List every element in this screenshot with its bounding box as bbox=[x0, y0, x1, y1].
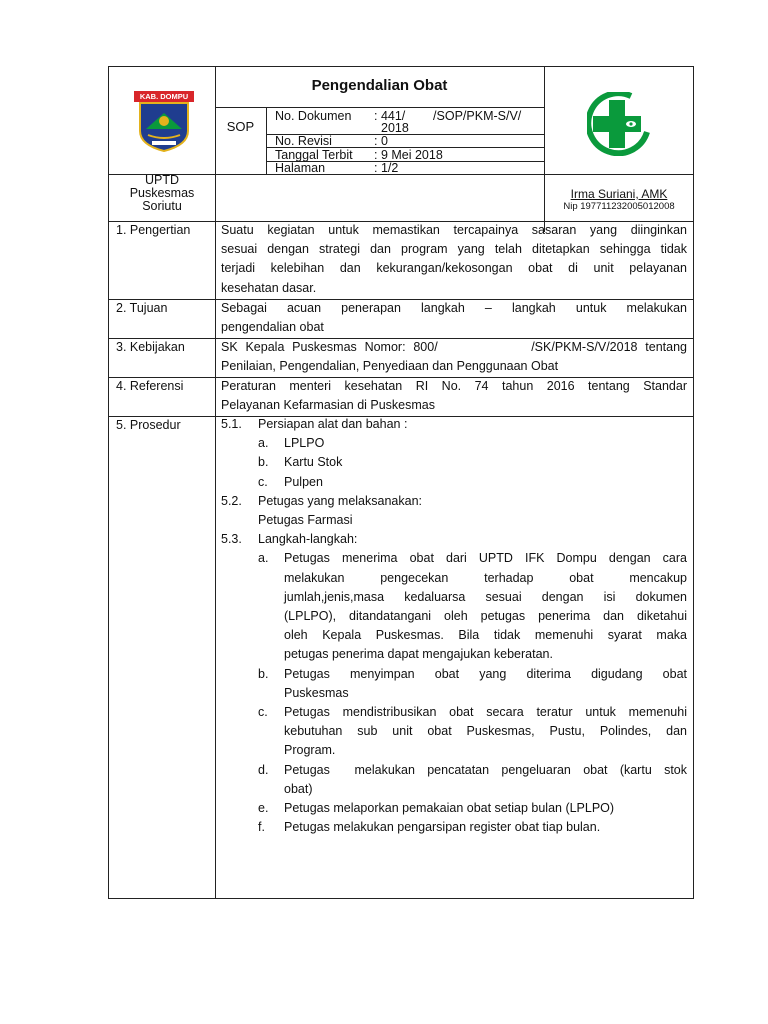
page-title: Pengendalian Obat bbox=[311, 77, 448, 94]
list-text bbox=[284, 799, 687, 818]
text-line: sesuai dengan strategi dan program yang telah ditetapkan sehingga tidak bbox=[221, 242, 687, 257]
text-line: obat) bbox=[284, 781, 313, 796]
text-line: Puskesmas bbox=[284, 685, 349, 700]
list-item bbox=[221, 665, 689, 703]
puskesmas-cross-icon bbox=[587, 92, 651, 156]
list-marker: b. bbox=[258, 455, 269, 470]
field-label-tanggal-terbit: Tanggal Terbit bbox=[275, 148, 353, 162]
list-item bbox=[221, 818, 689, 837]
list-marker: f. bbox=[258, 820, 265, 835]
list-marker: a. bbox=[258, 436, 269, 451]
list-marker: c. bbox=[258, 704, 268, 719]
list-text: LPLPO bbox=[284, 436, 325, 451]
field-value-halaman: : 1/2 bbox=[374, 161, 399, 175]
text-line: melakukan pengecekan terhadap obat mencakup bbox=[284, 570, 687, 585]
field-value-no-revisi: : 0 bbox=[374, 134, 388, 148]
logo-caption: KAB. DOMPU bbox=[139, 92, 189, 101]
org-name bbox=[109, 174, 215, 213]
list-item bbox=[221, 473, 689, 492]
text-line: Pelayanan Kefarmasian di Puskesmas bbox=[221, 398, 436, 413]
grid-line bbox=[215, 107, 544, 108]
list-item bbox=[221, 703, 689, 761]
text-line: pengendalian obat bbox=[221, 320, 324, 335]
text-line: (LPLPO), ditandatangani oleh petugas penerima dan diketahui bbox=[284, 608, 687, 623]
field-label-halaman: Halaman bbox=[275, 161, 326, 175]
org-line: UPTD bbox=[144, 173, 180, 187]
step-title: Langkah-langkah: bbox=[258, 532, 358, 547]
field-value-no-dokumen: : 441/ /SOP/PKM-S/V/ bbox=[374, 109, 522, 123]
text-line: Peraturan menteri kesehatan RI No. 74 tahun 2016 tentang Standar bbox=[221, 379, 687, 393]
section-pengertian-text bbox=[221, 221, 687, 298]
list-marker: d. bbox=[258, 762, 269, 777]
text-line: Petugas melaporkan pemakaian obat setiap bulan (LPLPO) bbox=[284, 800, 615, 815]
signature-block bbox=[544, 187, 694, 212]
text-line: kesehatan dasar. bbox=[221, 280, 317, 295]
grid-line bbox=[266, 107, 267, 174]
field-label-no-revisi: No. Revisi bbox=[275, 134, 332, 148]
step-number: 5.2. bbox=[221, 493, 242, 508]
org-line: Puskesmas bbox=[129, 186, 195, 200]
text-line: Penilaian, Pengendalian, Penyediaan dan Penggunaan Obat bbox=[221, 359, 559, 374]
text-line: Program. bbox=[284, 743, 336, 758]
org-line: Soriutu bbox=[142, 199, 182, 213]
executor-text: Petugas Farmasi bbox=[258, 512, 353, 527]
text-line: Petugas melakukan pengarsipan register obat tiap bulan. bbox=[284, 820, 601, 835]
section-label-tujuan: 2. Tujuan bbox=[116, 301, 168, 315]
field-label-no-dokumen: No. Dokumen bbox=[275, 109, 352, 123]
step-number: 5.1. bbox=[221, 417, 242, 431]
text-line: terjadi kelebihan dan kekurangan/kekosongan obat di unit pelayanan bbox=[221, 261, 687, 276]
step-title: Persiapan alat dan bahan : bbox=[258, 417, 408, 431]
section-label-prosedur: 5. Prosedur bbox=[116, 418, 181, 432]
section-kebijakan-text bbox=[221, 338, 687, 376]
list-text bbox=[284, 818, 687, 837]
list-marker: c. bbox=[258, 474, 268, 489]
list-item bbox=[221, 761, 689, 799]
text-line: SK Kepala Puskesmas Nomor: 800/ /SK/PKM-S/V/2018 tentang bbox=[221, 340, 687, 354]
list-text: Pulpen bbox=[284, 474, 323, 489]
step-text bbox=[221, 511, 689, 530]
text-line: Petugas melakukan pencatatan pengeluaran obat (kartu stok bbox=[284, 762, 687, 777]
field-value-tanggal-terbit: : 9 Mei 2018 bbox=[374, 148, 443, 162]
step-title: Petugas yang melaksanakan: bbox=[258, 493, 422, 508]
text-line: Petugas menyimpan obat yang diterima digudang obat bbox=[284, 666, 687, 681]
list-item bbox=[221, 434, 689, 453]
signer-nip: Nip 197711232005012008 bbox=[563, 201, 675, 212]
section-referensi-text bbox=[221, 377, 687, 415]
section-label-kebijakan: 3. Kebijakan bbox=[116, 340, 185, 354]
text-line: Suatu kegiatan untuk memastikan tercapainya sasaran yang diinginkan bbox=[221, 223, 687, 237]
grid-line bbox=[215, 67, 216, 899]
list-text bbox=[284, 761, 687, 799]
puskesmas-logo bbox=[587, 92, 651, 161]
text-line: petugas penerima dapat mengajukan keberatan. bbox=[284, 647, 553, 662]
text-line: kebutuhan sub unit obat Puskesmas, Pustu, Polindes, dan bbox=[284, 724, 687, 739]
list-item bbox=[221, 799, 689, 818]
list-item bbox=[221, 549, 689, 664]
text-line: Sebagai acuan penerapan langkah – langkah untuk melakukan bbox=[221, 301, 687, 315]
list-text bbox=[284, 703, 687, 761]
field-value-no-dokumen-year: 2018 bbox=[381, 121, 409, 135]
sop-document bbox=[108, 66, 694, 899]
procedure-step bbox=[221, 415, 689, 434]
list-text bbox=[284, 549, 687, 664]
step-number: 5.3. bbox=[221, 532, 242, 547]
list-item bbox=[221, 453, 689, 472]
kab-dompu-logo bbox=[134, 91, 194, 153]
list-marker: a. bbox=[258, 551, 269, 566]
section-prosedur-body bbox=[221, 415, 689, 837]
list-marker: b. bbox=[258, 666, 269, 681]
list-text bbox=[284, 665, 687, 703]
section-label-referensi: 4. Referensi bbox=[116, 379, 184, 393]
section-tujuan-text bbox=[221, 299, 687, 337]
list-marker: e. bbox=[258, 800, 269, 815]
procedure-step bbox=[221, 530, 689, 549]
procedure-step bbox=[221, 492, 689, 511]
list-text: Kartu Stok bbox=[284, 455, 343, 470]
sop-label: SOP bbox=[226, 119, 255, 134]
signer-name: Irma Suriani, AMK bbox=[570, 187, 668, 201]
text-line: oleh Kepala Puskesmas. Bila tidak memenuhi syarat maka bbox=[284, 628, 687, 643]
text-line: Petugas menerima obat dari UPTD IFK Dompu dengan cara bbox=[284, 551, 687, 566]
text-line: Petugas mendistribusikan obat secara teratur untuk memenuhi bbox=[284, 704, 687, 719]
section-label-pengertian: 1. Pengertian bbox=[116, 223, 191, 237]
text-line: jumlah,jenis,masa kedaluarsa sesuai dengan isi dokumen bbox=[284, 589, 687, 604]
